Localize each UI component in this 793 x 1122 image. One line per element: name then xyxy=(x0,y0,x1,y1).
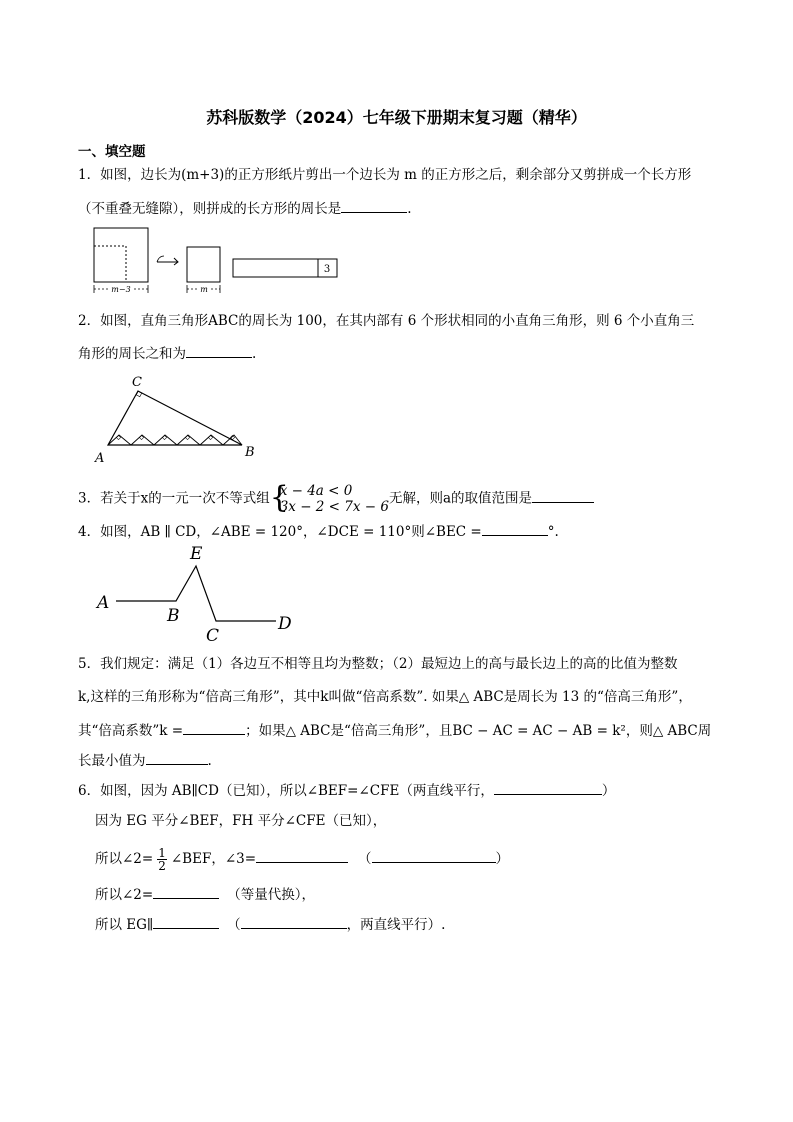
q3-prefix: 3．若关于x的一元一次不等式组 xyxy=(78,490,270,507)
label-3: 3 xyxy=(323,264,331,275)
q6-line3 xyxy=(95,847,509,872)
fraction-numerator: 1 xyxy=(158,846,166,860)
inequality-1: x − 4a < 0 xyxy=(279,483,353,499)
q6-answer-blank-4[interactable] xyxy=(153,884,219,899)
inequality-system xyxy=(269,480,389,515)
q1-line1: 1．如图，边长为(m+3)的正方形纸片剪出一个边长为 m 的正方形之后，剩余部分又剪拼成一个长方形 xyxy=(78,167,692,183)
big-square xyxy=(94,228,148,282)
q5-text-b: ；如果△ ABC是“倍高三角形”，且BC − AC = AC − AB = k²，则△ ABC周 xyxy=(245,723,712,739)
q4-suffix: °. xyxy=(547,524,559,540)
arrow-curl xyxy=(157,256,164,262)
q6-text-3b: ∠BEF，∠3= xyxy=(170,851,257,867)
q5-line2: k,这样的三角形称为“倍高三角形”，其中k叫做“倍高系数”. 如果△ ABC是周长为 13 的“倍高三角形”， xyxy=(78,689,692,705)
q4-line xyxy=(78,521,559,541)
small-square xyxy=(187,247,220,282)
q2-text: 角形的周长之和为 xyxy=(78,346,186,362)
q4-answer-blank[interactable] xyxy=(482,521,548,536)
label-a: A xyxy=(95,451,105,466)
left-brace: { xyxy=(269,480,289,515)
label-d: D xyxy=(278,614,292,634)
q6-answer-blank-1[interactable] xyxy=(494,780,602,795)
label-m: m xyxy=(200,285,208,294)
q1-line2 xyxy=(78,198,412,218)
q3-answer-blank[interactable] xyxy=(532,488,594,503)
q6-text-3a: 所以∠2= xyxy=(95,851,154,867)
small-right-angle-marks xyxy=(116,435,234,439)
triangle-abc xyxy=(108,391,242,445)
q6-text-3c: （ xyxy=(358,851,372,867)
q5-text-a: 其“倍高系数”k = xyxy=(78,723,184,739)
broken-line-abecd xyxy=(116,566,276,621)
q3-suffix: 无解，则a的取值范围是 xyxy=(388,490,533,507)
q5-answer-blank-2[interactable] xyxy=(146,750,208,765)
q2-line1: 2．如图，直角三角形ABC的周长为 100，在其内部有 6 个形状相同的小直角三角形，则 6 个小直角三 xyxy=(78,313,695,329)
label-m-minus-3: m−3 xyxy=(111,285,131,294)
dashed-cut xyxy=(94,246,126,282)
label-b: B xyxy=(167,606,180,626)
q4-text: 4．如图，AB ∥ CD，∠ABE = 120°，∠DCE = 110°则∠BEC = xyxy=(78,524,482,540)
q5-text-c: 长最小值为 xyxy=(78,753,146,769)
q6-text-1b: ） xyxy=(601,783,616,799)
q6-answer-blank-6[interactable] xyxy=(241,914,347,929)
q6-text-1: 6．如图，因为 AB∥CD（已知），所以∠BEF=∠CFE（两直线平行， xyxy=(78,783,494,799)
q6-line5 xyxy=(95,914,445,934)
q6-text-4a: 所以∠2= xyxy=(95,887,154,903)
long-rectangle xyxy=(233,259,337,277)
fraction-one-half xyxy=(157,847,167,872)
q6-line2: 因为 EG 平分∠BEF，FH 平分∠CFE（已知）， xyxy=(95,813,387,829)
q3-line xyxy=(78,480,594,515)
q6-text-5b: （ xyxy=(227,917,241,933)
small-triangles xyxy=(108,435,242,445)
q1-figure xyxy=(90,225,340,297)
q2-figure xyxy=(92,372,272,466)
q2-line2 xyxy=(78,343,256,363)
q6-answer-blank-5[interactable] xyxy=(153,914,219,929)
q6-answer-blank-3[interactable] xyxy=(372,848,496,863)
q6-text-4b: （等量代换）， xyxy=(227,887,315,903)
q6-text-5a: 所以 EG∥ xyxy=(95,917,154,933)
label-a: A xyxy=(97,593,110,613)
label-c: C xyxy=(206,626,220,646)
q1-answer-blank[interactable] xyxy=(341,198,407,213)
q5-line4 xyxy=(78,750,212,770)
inequality-2: 3x − 2 < 7x − 6 xyxy=(279,499,389,515)
q5-line3 xyxy=(78,720,711,740)
label-c: C xyxy=(132,375,142,390)
q4-figure xyxy=(92,540,312,646)
q6-line1 xyxy=(78,780,615,800)
label-b: B xyxy=(245,445,255,460)
q5-line1: 5．我们规定：满足（1）各边互不相等且均为整数；（2）最短边上的高与最长边上的高的比值为整数 xyxy=(78,656,678,672)
q1-text: （不重叠无缝隙），则拼成的长方形的周长是 xyxy=(78,201,342,217)
q6-line4 xyxy=(95,884,315,904)
section-heading: 一、填空题 xyxy=(78,144,146,160)
page-title: 苏科版数学（2024）七年级下册期末复习题（精华） xyxy=(206,108,587,127)
q6-text-5c: ，两直线平行）. xyxy=(346,917,446,933)
q2-answer-blank[interactable] xyxy=(186,343,252,358)
q6-answer-blank-2[interactable] xyxy=(256,848,348,863)
q1-period: . xyxy=(407,201,412,217)
q5-period: . xyxy=(207,753,212,769)
q5-answer-blank-1[interactable] xyxy=(183,720,245,735)
label-e: E xyxy=(190,544,203,564)
q2-period: . xyxy=(252,346,257,362)
fraction-denominator: 2 xyxy=(158,859,166,873)
q6-text-3d: ） xyxy=(495,851,510,867)
